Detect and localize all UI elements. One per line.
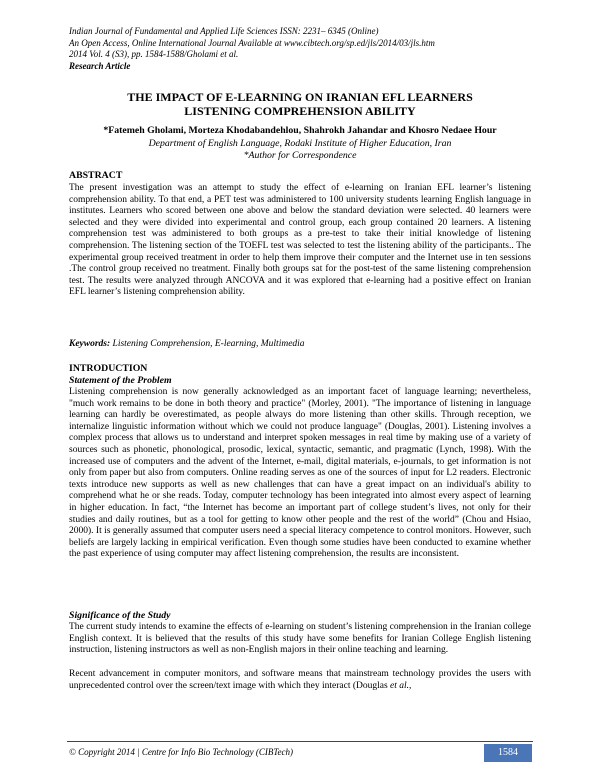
footer-divider bbox=[67, 741, 533, 742]
recent-advancement-main: Recent advancement in computer monitors, and software means that mainstream technology provides the users with unprecedented control over the screen/text image with which they interact (Douglas bbox=[69, 669, 531, 691]
recent-advancement-et-al: et al., bbox=[390, 680, 412, 691]
keywords-value: Listening Comprehension, E-learning, Multimedia bbox=[112, 339, 305, 349]
statement-text: Listening comprehension is now generally acknowledged as an important facet of language learning; nevertheless, "much work remains to be done in both theory and practice" (Morley, 2001). "The importance of listening in language learning can hardly be overestimated, as people always do more listening than other skills. Through reception, we internalize linguistic information without which we could not produce language" (Douglas, 2001). Listening involves a complex process that allows us to understand and interpret spoken messages in real time by making use of a variety of sources such as phonetic, phonological, prosodic, lexical, syntactic, semantic, and pragmatic (Lynch, 1998). With the increased use of computers and the advent of the Internet, e-mail, digital materials, e-journals, to get information is not only from paper but also from computers. Online reading serves as one of the sources of input for L2 readers. Electronic texts introduce new supports as well as new challenges that can have a great impact on an individual's ability to comprehend what he or she reads. Today, computer technology has been integrated into almost every aspect of learning in higher education. In fact, “the Internet has become an important part of college student’s lives, not only for their studies and daily routines, but as a tool for getting to know other people and the rest of the world” (Chou and Hsiao, 2000). It is generally assumed that computer users need a special literacy competence to control monitors. However, such beliefs are largely lacking in empirical verification. Even though some studies have been conducted to examine whether the past experience of using computer may affect listening comprehension, the results are inconsistent. bbox=[69, 387, 531, 560]
keywords-label: Keywords: bbox=[69, 339, 111, 349]
significance-text: The current study intends to examine the effects of e-learning on student’s listening comprehension in the Iranian college English context. It is believed that the results of this study have some benefits for Iranian College English listening instruction, listening instructors as well as non-English majors in their online teaching and learning. bbox=[69, 622, 531, 656]
recent-advancement-text bbox=[69, 669, 531, 692]
title-line-2: LISTENING COMPREHENSION ABILITY bbox=[184, 104, 416, 118]
statement-heading: Statement of the Problem bbox=[69, 375, 172, 386]
journal-line-3: 2014 Vol. 4 (S3), pp. 1584-1588/Gholami et al. bbox=[69, 49, 239, 59]
paper-title bbox=[69, 90, 531, 118]
introduction-heading: INTRODUCTION bbox=[69, 363, 148, 374]
authors: *Fatemeh Gholami, Morteza Khodabandehlou, Shahrokh Jahandar and Khosro Nedaee Hour bbox=[103, 125, 497, 136]
affiliation: Department of English Language, Rodaki Institute of Higher Education, Iran bbox=[148, 138, 452, 149]
footer-copyright: © Copyright 2014 | Centre for Info Bio Technology (CIBTech) bbox=[69, 747, 294, 757]
abstract-heading: ABSTRACT bbox=[69, 170, 123, 181]
significance-heading: Significance of the Study bbox=[69, 610, 171, 621]
correspondence-note: *Author for Correspondence bbox=[243, 150, 357, 161]
title-line-1: THE IMPACT OF E-LEARNING ON IRANIAN EFL LEARNERS bbox=[127, 90, 473, 104]
keywords bbox=[69, 338, 531, 350]
journal-line-2: An Open Access, Online International Journal Available at www.cibtech.org/sp.ed/jls/2014/03/jls.htm bbox=[69, 37, 435, 48]
article-type: Research Article bbox=[69, 60, 131, 71]
page-number-badge: 1584 bbox=[484, 744, 532, 762]
journal-line-1: Indian Journal of Fundamental and Applied Life Sciences ISSN: 2231– 6345 (Online) bbox=[69, 26, 379, 36]
abstract-text: The present investigation was an attempt to study the effect of e-learning on Iranian EFL learner’s listening comprehension ability. To that end, a PET test was administered to 100 university students learning English language in institutes. Learners who scored between one above and below the standard deviation were selected. 40 learners were selected and they were divided into experimental and control group, each group contained 20 learners. A listening comprehension test was administered to both groups as a pre-test to take their initial knowledge of listening comprehension. The listening section of the TOEFL test was selected to test the listening ability of the participants.. The experimental group received treatment in order to help them improve their computer and the Internet use in ten sessions .The control group received no treatment. Finally both groups sat for the post-test of the same listening comprehension test. The results were analyzed through ANCOVA and it was explored that e-learning had a positive effect on Iranian EFL learner’s listening comprehension ability. bbox=[69, 183, 531, 298]
journal-header bbox=[69, 26, 539, 72]
